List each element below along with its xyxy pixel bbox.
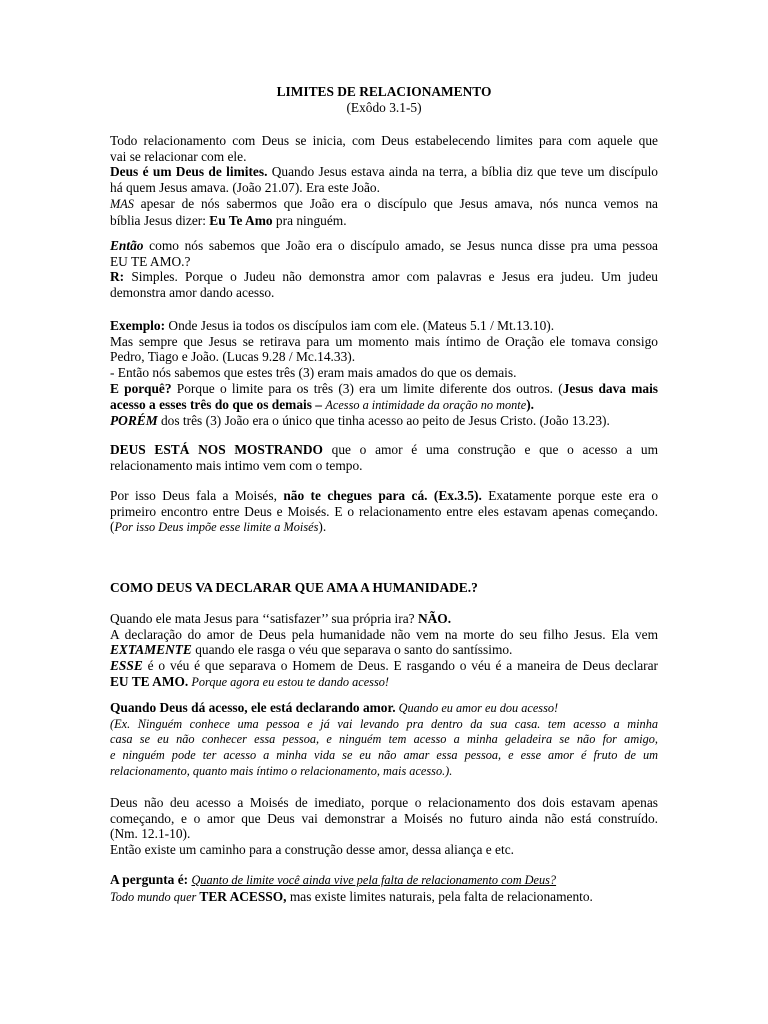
bold-phrase: EU TE AMO. (110, 673, 189, 689)
text-line: Deus não deu acesso a Moisés de imediato, porque o relacionamento dos dois estavam apenas (110, 795, 658, 810)
text-line: Todo relacionamento com Deus se inicia, com Deus estabelecendo limites para com aquele que (110, 133, 658, 148)
italic-phrase: MAS (110, 196, 134, 211)
italic-phrase: Porque agora eu estou te dando acesso! (188, 674, 389, 689)
document-subtitle: (Exôdo 3.1-5) (346, 100, 422, 115)
text-line (110, 658, 658, 674)
paragraph-intro (110, 133, 658, 228)
text-span: bíblia Jesus dizer: (110, 212, 210, 228)
text-line (110, 413, 658, 429)
text-line (110, 164, 658, 180)
text-line: relacionamento mais intimo vem com o tempo. (110, 457, 363, 473)
bold-italic-phrase: EXTAMENTE (110, 642, 192, 658)
text-span: Exatamente porque este era o (481, 488, 659, 503)
text-line: relacionamento, quanto mais íntimo o relacionamento, mais acesso.). (110, 763, 453, 778)
text-span: quando ele rasga o véu que separava o santo do santíssimo. (191, 642, 513, 658)
bold-phrase: NÃO. (417, 611, 452, 626)
underlined-question: Quanto de limite você ainda vive pela falta de relacionamento com Deus? (191, 873, 557, 887)
text-line (110, 700, 658, 717)
italic-phrase: Quando eu amor eu dou acesso! (395, 701, 559, 715)
text-span: Simples. Porque o Judeu não demonstra amor com palavras e Jesus era judeu. Um judeu (124, 269, 658, 285)
text-span: Quando Jesus estava ainda na terra, a bíblia diz que teve um discípulo (267, 164, 659, 180)
text-line (110, 442, 658, 458)
italic-phrase: Acesso a intimidade da oração no monte (325, 397, 527, 412)
text-line (110, 318, 658, 334)
text-span: como nós sabemos que João era o discípulo amado, se Jesus nunca disse pra uma pessoa (143, 238, 658, 253)
text-line (110, 611, 658, 627)
text-line: começando, e o amor que Deus vai demonstrar a Moisés no futuro ainda não está construído. (110, 810, 658, 826)
text-line: há quem Jesus amava. (João 21.07). Era este João. (110, 180, 380, 196)
text-span: apesar de nós sabermos que João era o discípulo que Jesus amava, nós nunca vemos na (133, 195, 658, 211)
text-span: que o amor é uma construção e que o acesso a um (322, 442, 658, 457)
text-line: (Ex. Ninguém conhece uma pessoa e já vai levando pra dentro da sua casa. tem acesso a minha (110, 716, 658, 731)
text-line: demonstra amor dando acesso. (110, 285, 275, 301)
text-line: Pedro, Tiago e João. (Lucas 9.28 / Mc.14.33). (110, 349, 356, 365)
bold-phrase: acesso a esses três do que os demais – (110, 396, 326, 412)
text-line (110, 519, 658, 536)
bold-italic-phrase: Então (110, 238, 144, 253)
text-span: Por isso Deus fala a Moisés, (110, 488, 284, 503)
paragraph-construction (110, 795, 658, 858)
italic-phrase: Por isso Deus impõe esse limite a Moisés (114, 520, 319, 535)
text-span: dos três (3) João era o único que tinha acesso ao peito de Jesus Cristo. (João 13.23). (157, 413, 610, 429)
text-line: casa se eu não conhecer essa pessoa, e ninguém tem acesso a minha geladeira se não for amigo, (110, 732, 658, 747)
paragraph-declaration (110, 611, 658, 691)
text-line: Mas sempre que Jesus se retirava para um momento mais íntimo de Oração ele tomava consigo (110, 333, 658, 349)
bold-phrase: R: (110, 269, 125, 285)
text-line (110, 196, 658, 213)
text-line (110, 642, 658, 658)
text-span: pra ninguém. (272, 212, 347, 228)
paragraph-question (110, 238, 658, 301)
italic-phrase: Todo mundo quer (110, 889, 197, 904)
bold-phrase: ). (526, 396, 534, 412)
bold-phrase: Eu Te Amo (209, 212, 273, 228)
text-line (110, 381, 658, 397)
text-line (110, 269, 658, 285)
bold-phrase: E porquê? (110, 380, 172, 396)
bold-phrase: TER ACESSO, (196, 888, 287, 904)
bold-phrase: DEUS ESTÁ NOS MOSTRANDO (110, 442, 323, 457)
bold-phrase: A pergunta é: (110, 872, 189, 887)
document-title: LIMITES DE RELACIONAMENTO (276, 84, 492, 99)
text-line: vai se relacionar com ele. (110, 148, 247, 164)
text-span: é o véu é que separava o Homem de Deus. E rasgando o véu é a maneira de Deus declarar (142, 658, 658, 674)
text-span: mas existe limites naturais, pela falta de relacionamento. (286, 888, 593, 904)
text-line: - Então nós sabemos que estes três (3) eram mais amados do que os demais. (110, 365, 517, 381)
text-span: Porque o limite para os três (3) era um limite diferente dos outros. ( (171, 380, 563, 396)
bold-phrase: não te chegues para cá. (Ex.3.5). (283, 488, 482, 503)
bold-phrase: Jesus dava mais (562, 380, 659, 396)
bold-italic-phrase: ESSE (110, 658, 143, 674)
text-line: A declaração do amor de Deus pela humanidade não vem na morte do seu filho Jesus. Ela vem (110, 626, 658, 642)
text-line (110, 889, 658, 906)
paragraph-moses (110, 488, 658, 536)
bold-phrase: Exemplo: (110, 318, 166, 333)
text-line (110, 674, 658, 691)
paragraph-access (110, 700, 658, 780)
text-line: e ninguém pode ter acesso a minha vida se eu não amar essa pessoa, e esse amor é fruto de um (110, 748, 658, 763)
text-line: Então existe um caminho para a construção desse amor, dessa aliança e etc. (110, 842, 514, 858)
paragraph-question-final (110, 872, 658, 905)
text-line (110, 872, 658, 889)
bold-phrase: Deus é um Deus de limites. (110, 164, 268, 180)
text-span: ( (110, 519, 115, 535)
bold-italic-phrase: PORÉM (110, 413, 158, 429)
bold-phrase: Quando Deus dá acesso, ele está declarando amor. (110, 700, 396, 715)
text-line: (Nm. 12.1-10). (110, 826, 191, 842)
text-line (110, 397, 658, 414)
text-span: Onde Jesus ia todos os discípulos iam com ele. (Mateus 5.1 / Mt.13.10). (165, 318, 555, 333)
text-line (110, 213, 658, 229)
paragraph-example (110, 318, 658, 429)
text-span: Quando ele mata Jesus para ‘‘satisfazer’’ sua própria ira? (110, 611, 418, 626)
text-line: EU TE AMO.? (110, 253, 191, 269)
text-line: primeiro encontro entre Deus e Moisés. E o relacionamento entre eles estavam apenas começando. (110, 503, 658, 519)
section-heading: COMO DEUS VA DECLARAR QUE AMA A HUMANIDADE.? (110, 580, 478, 595)
text-line (110, 238, 658, 254)
text-line (110, 488, 658, 504)
paragraph-statement (110, 442, 658, 473)
text-span: ). (318, 519, 327, 535)
